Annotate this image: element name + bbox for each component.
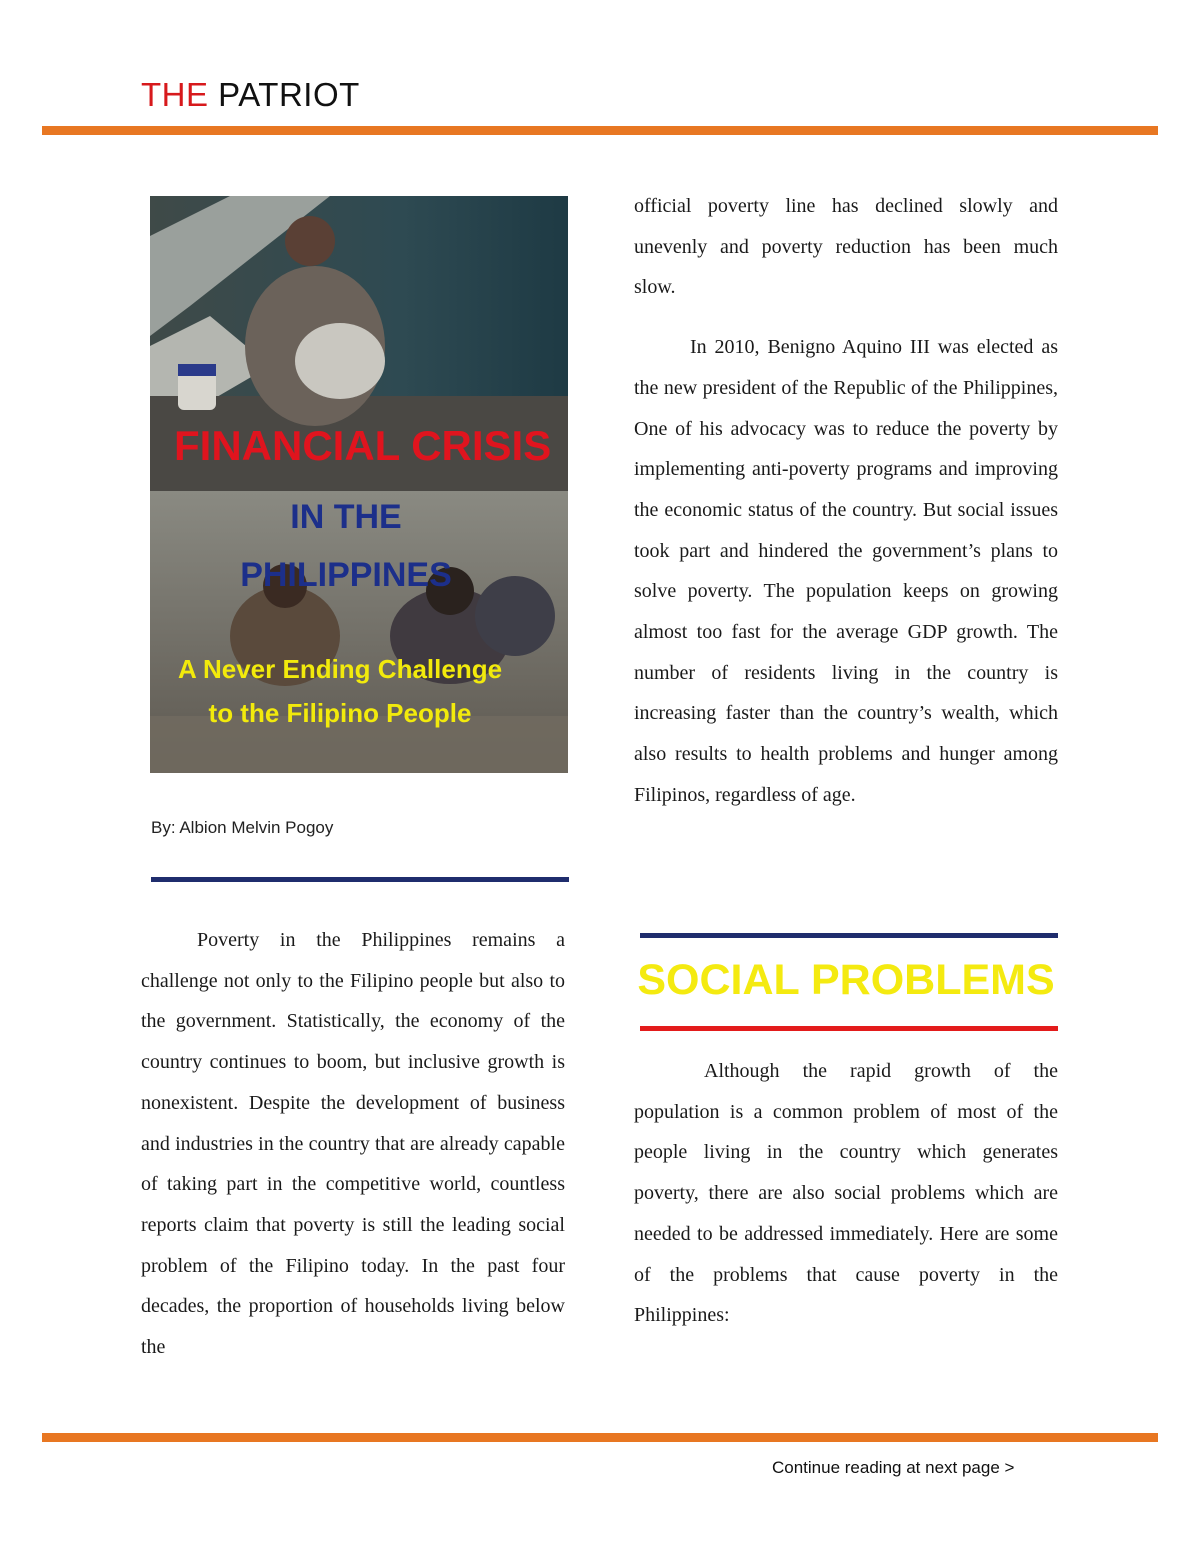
masthead-the: THE [141,76,209,113]
header-divider [42,126,1158,135]
article-paragraph-continued: official poverty line has declined slowly and unevenly and poverty reduction has been much slow. [634,195,1058,299]
section-divider-bottom [640,1026,1058,1031]
cover-photo [150,196,568,773]
byline: By: Albion Melvin Pogoy [151,818,334,837]
cover-title-blue-2: PHILIPPINES [240,556,452,594]
cover-title-blue-1: IN THE [290,498,402,536]
byline-divider [151,877,569,882]
cover-subtitle-1: A Never Ending Challenge [177,654,503,684]
cover-title-red: FINANCIAL CRISIS [174,422,552,469]
section-divider-top [640,933,1058,938]
section-heading: SOCIAL PROBLEMS [637,956,1055,1004]
cover-image [150,196,568,773]
article-paragraph-1: Poverty in the Philippines remains a challenge not only to the Filipino people but also to the government. Statistically, the economy of the country continues to boom, but inclusive growth is nonexistent. Despite the development of business and industries in the country that are already capable of taking part in the competitive world, countless reports claim that poverty is still the leading social problem of the Filipino today. In the past four decades, the proportion of households living below the [141,929,565,1359]
cover-subtitle-2: to the Filipino People [208,698,472,728]
masthead-patriot: PATRIOT [218,76,360,113]
article-paragraph-2: In 2010, Benigno Aquino III was elected as the new president of the Republic of the Philippines, One of his advocacy was to reduce the poverty by implementing anti-poverty programs and improving the economic status of the country. But social issues took part and hindered the government’s plans to solve poverty. The population keeps on growing almost too fast for the average GDP growth. The number of residents living in the country is increasing faster than the country’s wealth, which also results to health problems and hunger among Filipinos, regardless of age. [634,336,1058,806]
right-column-top [634,186,1058,816]
masthead [141,76,360,114]
continue-reading-link[interactable]: Continue reading at next page > [772,1458,1015,1477]
right-column-bottom [634,1051,1058,1336]
article-paragraph-3: Although the rapid growth of the population is a common problem of most of the people living in the country which generates poverty, there are also social problems which are needed to be addressed immediately. Here are some of the problems that cause poverty in the Philippines: [634,1060,1058,1327]
left-column [141,920,565,1368]
footer-divider [42,1433,1158,1442]
